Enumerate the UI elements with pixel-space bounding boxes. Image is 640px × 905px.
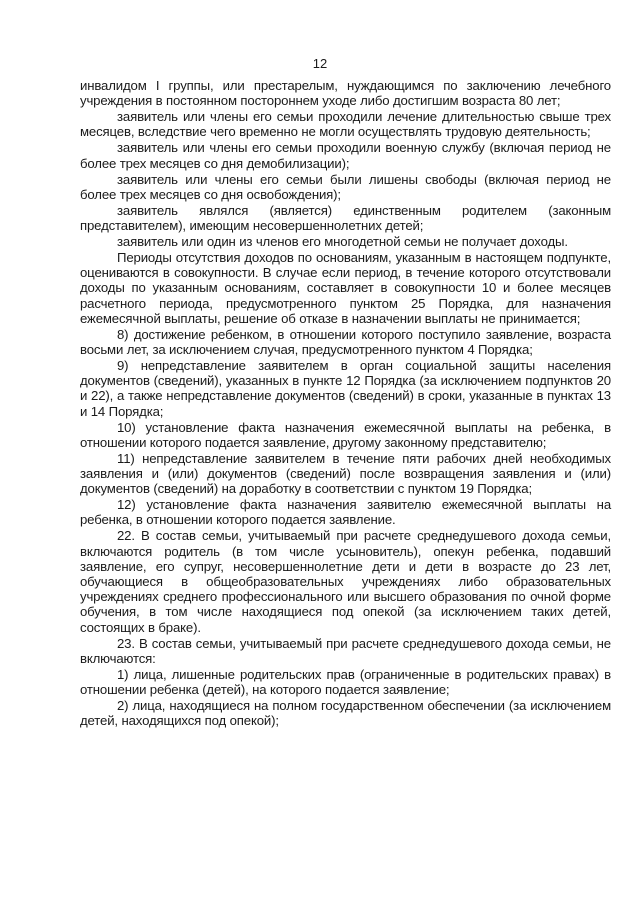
- paragraph: 10) установление факта назначения ежемесячной выплаты на ребенка, в отношении которого подается заявление, другому законному представителю;: [80, 419, 611, 450]
- paragraph: 11) непредставление заявителем в течение пяти рабочих дней необходимых заявления и (или) документов (сведений) после возвращения заявления и (или) документов (сведений) на доработку в соответствии с пунктом 19 Порядка;: [80, 450, 611, 497]
- paragraph: 23. В состав семьи, учитываемый при расчете среднедушевого дохода семьи, не включаются:: [80, 635, 611, 666]
- paragraph: заявитель или члены его семьи проходили военную службу (включая период не более трех месяцев со дня демобилизации);: [80, 140, 611, 171]
- paragraph: Периоды отсутствия доходов по основаниям, указанным в настоящем подпункте, оцениваются в совокупности. В случае если период, в течение которого отсутствовали доходы по указанным основаниям, составляет в совокупности 10 и более месяцев расчетного периода, предусмотренного пунктом 25 Порядка, для назначения ежемесячной выплаты, решение об отказе в назначении выплаты не принимается;: [80, 250, 611, 326]
- paragraph: 8) достижение ребенком, в отношении которого поступило заявление, возраста восьми лет, за исключением случая, предусмотренного пунктом 4 Порядка;: [80, 326, 611, 358]
- paragraph: заявитель или члены его семьи были лишены свободы (включая период не более трех месяцев со дня освобождения);: [80, 171, 611, 202]
- paragraph: 9) непредставление заявителем в орган социальной защиты населения документов (сведений), указанных в пункте 12 Порядка (за исключением подпунктов 20 и 22), а также непредставление документов (сведений) в сроки, указанные в пунктах 13 и 14 Порядка;: [80, 358, 611, 419]
- document-body: [80, 78, 611, 729]
- paragraph: заявитель или один из членов его многодетной семьи не получает доходы.: [117, 234, 568, 250]
- page-number: 12: [312, 56, 328, 71]
- paragraph: инвалидом I группы, или престарелым, нуждающимся по заключению лечебного учреждения в постоянном постороннем уходе либо достигшим возраста 80 лет;: [80, 78, 611, 109]
- paragraph: 22. В состав семьи, учитываемый при расчете среднедушевого дохода семьи, включаются родитель (в том числе усыновитель), опекун ребенка, подавший заявление, его супруг, несовершеннолетние дети и дети в возрасте до 23 лет, обучающиеся в общеобразовательных учреждениях либо образовательных учреждениях среднего профессионального или высшего образования по очной форме обучения, в том числе находящиеся под опекой (за исключением таких детей, состоящих в браке).: [80, 528, 611, 635]
- paragraph: 1) лица, лишенные родительских прав (ограниченные в родительских правах) в отношении ребенка (детей), на которого подается заявление;: [80, 666, 611, 698]
- paragraph: заявитель или члены его семьи проходили лечение длительностью свыше трех месяцев, вследствие чего временно не могли осуществлять трудовую деятельность;: [80, 109, 611, 140]
- paragraph: 12) установление факта назначения заявителю ежемесячной выплаты на ребенка, в отношении которого подается заявление.: [80, 497, 611, 528]
- paragraph: 2) лица, находящиеся на полном государственном обеспечении (за исключением детей, находящихся под опекой);: [80, 698, 611, 729]
- paragraph: заявитель являлся (является) единственным родителем (законным представителем), имеющим несовершеннолетних детей;: [80, 202, 611, 234]
